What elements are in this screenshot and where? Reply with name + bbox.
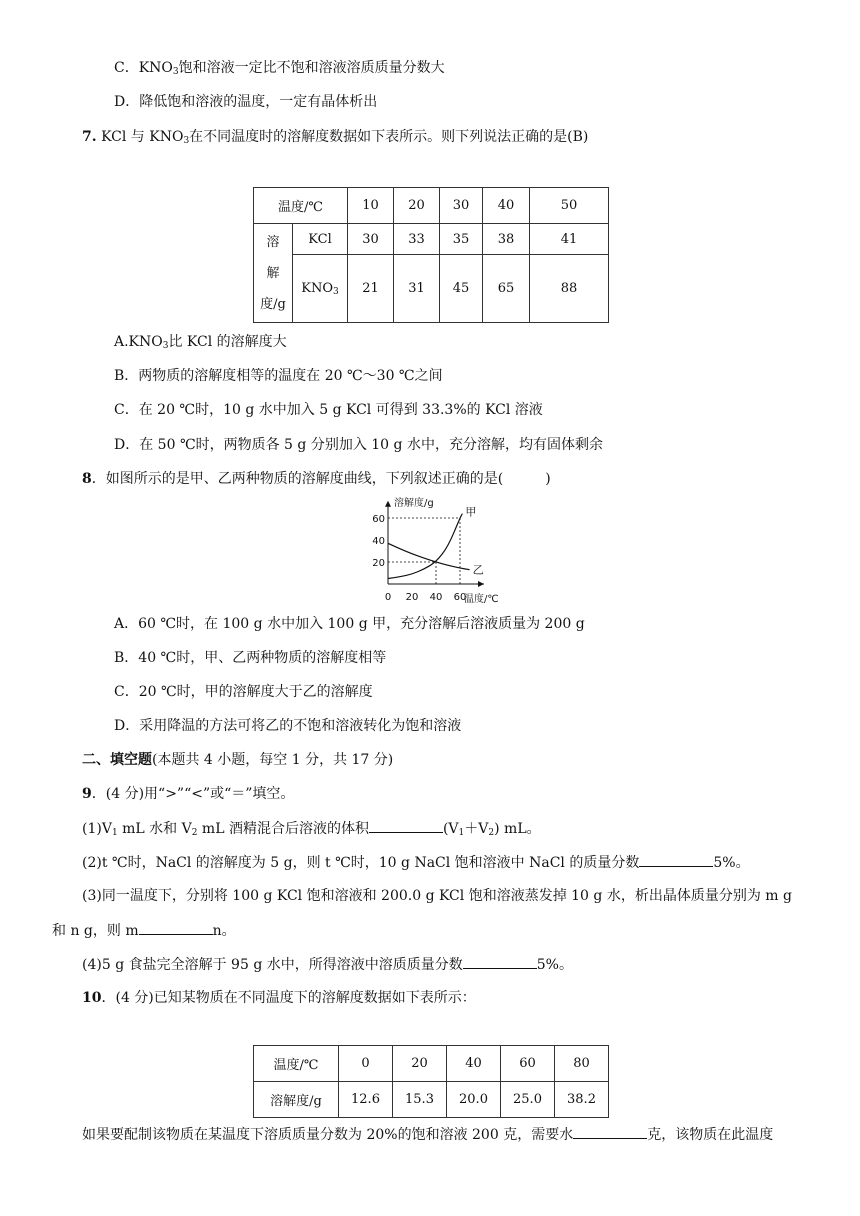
- q6-option-c: C．$KNO_3$饱和溶液一定比不饱和溶液溶质质量分数大: [114, 60, 445, 77]
- q8-option-b: B．40 ℃时，甲、乙两种物质的溶解度相等: [114, 650, 387, 666]
- q7-stem: 7. KCl 与 $KNO_3$在不同温度时的溶解度数据如下表所示。则下列说法正确的是(B): [82, 129, 589, 146]
- answer-blank[interactable]: [369, 818, 443, 833]
- answer-blank[interactable]: [463, 954, 537, 969]
- table-row: [254, 255, 609, 323]
- q9-part-4: (4)5 g 食盐完全溶解于 95 g 水中，所得溶液中溶质质量分数 5%。: [82, 954, 573, 975]
- table-cell: 12.6: [339, 1082, 393, 1118]
- table-cell: 25.0: [501, 1082, 555, 1118]
- q6-option-d: D．降低饱和溶液的温度，一定有晶体析出: [114, 94, 378, 110]
- table-cell: 41: [530, 224, 609, 255]
- x-tick-label: 20: [405, 592, 419, 603]
- q10-solubility-table: [253, 1045, 609, 1118]
- table-cell: 0: [339, 1046, 393, 1082]
- table-cell: 35: [440, 224, 483, 255]
- table-cell: 33: [394, 224, 440, 255]
- table-row: [254, 188, 609, 224]
- table-cell: 30: [348, 224, 394, 255]
- table-cell: 溶解度/g: [254, 1082, 339, 1118]
- x-tick-label: 0: [384, 592, 392, 603]
- q7-option-d: D．在 50 ℃时，两物质各 5 g 分别加入 10 g 水中，充分溶解，均有固体剩余: [114, 437, 603, 453]
- x-tick-label: 60: [453, 592, 467, 603]
- table-cell: 20: [393, 1046, 447, 1082]
- table-cell: 31: [394, 255, 440, 323]
- table-cell: 温度/℃: [254, 1046, 339, 1082]
- q7-option-b: B．两物质的溶解度相等的温度在 20 ℃～30 ℃之间: [114, 368, 443, 384]
- q8-stem: 8．如图所示的是甲、乙两种物质的溶解度曲线，下列叙述正确的是( ): [82, 471, 551, 487]
- q7-solubility-table: [253, 187, 609, 323]
- series-label-yi: 乙: [472, 563, 484, 577]
- table-group-label: 溶 解 度/g: [254, 224, 293, 323]
- y-axis-arrow: [385, 501, 391, 507]
- table-row: [254, 1046, 609, 1082]
- section-heading: 二、填空题(本题共 4 小题，每空 1 分，共 17 分): [82, 752, 394, 768]
- series-curve-jia: [388, 514, 462, 579]
- q9-part-3-cont: 和 n g，则 m n。: [52, 920, 236, 941]
- y-tick-label: 60: [372, 514, 385, 525]
- table-cell: 88: [530, 255, 609, 323]
- x-axis-arrow: [478, 581, 484, 587]
- q8-option-d: D．采用降温的方法可将乙的不饱和溶液转化为饱和溶液: [114, 718, 462, 734]
- y-tick-label: 20: [372, 558, 385, 569]
- q9-part-1: $(1)V_1$ mL 水和 $V_2$ mL 酒精混合后溶液的体积 $(V_1+V_2)$ mL。: [82, 818, 541, 843]
- q8-option-a: A．60 ℃时，在 100 g 水中加入 100 g 甲，充分溶解后溶液质量为 200 g: [114, 616, 585, 632]
- table-cell: 40: [447, 1046, 501, 1082]
- table-cell: 10: [348, 188, 394, 224]
- y-tick-label: 40: [372, 536, 385, 547]
- table-cell: $KNO_3$: [293, 255, 348, 323]
- table-row: [254, 1082, 609, 1118]
- table-cell: KCl: [293, 224, 348, 255]
- y-axis-label: 溶解度/g: [394, 498, 434, 509]
- series-label-jia: 甲: [465, 505, 477, 519]
- table-cell: 20.0: [447, 1082, 501, 1118]
- table-cell: 60: [501, 1046, 555, 1082]
- q9-part-2: (2)t ℃时，NaCl 的溶解度为 5 g，则 t ℃时，10 g NaCl 饱和溶液中 NaCl 的质量分数 5%。: [82, 852, 750, 873]
- table-cell: 80: [555, 1046, 609, 1082]
- table-cell: 65: [483, 255, 530, 323]
- x-axis-label: 温度/℃: [464, 594, 499, 605]
- q8-option-c: C．20 ℃时，甲的溶解度大于乙的溶解度: [114, 684, 373, 700]
- answer-blank[interactable]: [639, 852, 713, 867]
- table-cell: 40: [483, 188, 530, 224]
- table-cell: 温度/℃: [254, 188, 348, 224]
- x-tick-label: 40: [429, 592, 443, 603]
- q10-question-line: 如果要配制该物质在某温度下溶质质量分数为 20%的饱和溶液 200 克，需要水 克，该物质在此温度: [82, 1124, 773, 1145]
- q9-stem: 9．(4 分)用“>”“<”或“＝”填空。: [82, 786, 295, 802]
- table-cell: 45: [440, 255, 483, 323]
- table-cell: 50: [530, 188, 609, 224]
- q9-part-3: (3)同一温度下，分别将 100 g KCl 饱和溶液和 200.0 g KCl 饱和溶液蒸发掉 10 g 水，析出晶体质量分别为 m g: [82, 888, 792, 904]
- q10-stem: 10．(4 分)已知某物质在不同温度下的溶解度数据如下表所示：: [82, 990, 476, 1006]
- answer-blank[interactable]: [573, 1124, 647, 1139]
- table-cell: 38.2: [555, 1082, 609, 1118]
- table-cell: 38: [483, 224, 530, 255]
- table-cell: 20: [394, 188, 440, 224]
- table-cell: 30: [440, 188, 483, 224]
- table-cell: 15.3: [393, 1082, 447, 1118]
- q7-option-a: $A.KNO_3$比 KCl 的溶解度大: [114, 334, 287, 351]
- table-row: [254, 224, 609, 255]
- answer-blank[interactable]: [139, 920, 213, 935]
- solubility-curve-chart: [358, 494, 518, 606]
- q7-option-c: C．在 20 ℃时，10 g 水中加入 5 g KCl 可得到 33.3%的 KCl 溶液: [114, 402, 543, 418]
- table-cell: 21: [348, 255, 394, 323]
